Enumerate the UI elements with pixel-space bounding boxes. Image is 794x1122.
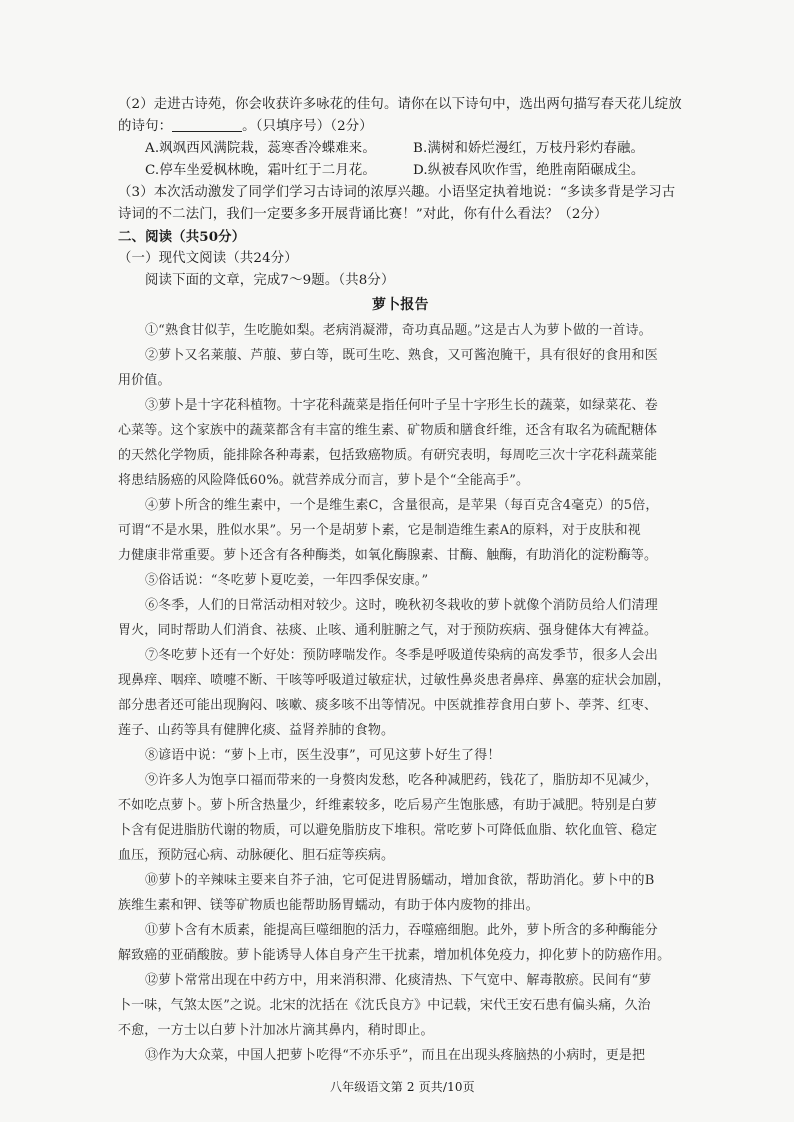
article-line: ⑨许多人为饱享口福而带来的一身赘肉发愁，吃各种减肥药，钱花了，脂肪却不见减少， <box>145 773 658 788</box>
article-line: ⑩萝卜的辛辣味主要来自芥子油，它可促进胃肠蠕动，增加食欲，帮助消化。萝卜中的B <box>145 873 655 888</box>
option-d: D.纵被春风吹作雪，绝胜南陌碾成尘。 <box>413 163 645 178</box>
article-line: 不愈，一方士以白萝卜汁加冰片滴其鼻内，稍时即止。 <box>118 1023 434 1038</box>
article-line: ④萝卜所含的维生素中，一个是维生素C，含量很高，是苹果（每百克含4毫克）的5倍， <box>145 498 659 513</box>
article-line: ⑫萝卜常常出现在中药方中，用来消积滞、化痰清热、下气宽中、解毒散瘀。民间有“萝 <box>145 973 652 988</box>
article-line: 力健康非常重要。萝卜还含有各种酶类，如氧化酶腺素、甘酶、触酶，有助消化的淀粉酶等。 <box>118 548 658 563</box>
article-line: ①“熟食甘似芋，生吃脆如梨。老病消凝滞，奇功真品题。”这是古人为萝卜做的一首诗。 <box>145 323 652 338</box>
article-line: 用价值。 <box>118 373 171 388</box>
article-line: 现鼻痒、咽痒、喷嚏不断、干咳等呼吸道过敏症状，过敏性鼻炎患者鼻痒、鼻塞的症状会加剧， <box>118 673 671 688</box>
question-2-suffix: 。（只填序号）（2分） <box>242 119 373 134</box>
question-2-line-2 <box>118 118 373 136</box>
answer-blank[interactable] <box>172 118 242 132</box>
article-line: ⑪萝卜含有木质素，能提高巨噬细胞的活力，吞噬癌细胞。此外，萝卜所含的多种酶能分 <box>145 923 658 938</box>
article-line: ⑧谚语中说：“萝卜上市，医生没事”，可见这萝卜好生了得！ <box>145 748 501 763</box>
question-3-line-1: （3）本次活动激发了同学们学习古诗词的浓厚兴趣。小语坚定执着地说：“多读多背是学习古 <box>118 185 676 200</box>
section-heading: 二、阅读（共50分） <box>118 229 246 245</box>
article-title: 萝卜报告 <box>372 297 429 313</box>
question-3-line-2: 诗词的不二法门，我们一定要多多开展背诵比赛！”对此，你有什么看法？（2分） <box>118 207 608 222</box>
article-line: 部分患者还可能出现胸闷、咳嗽、痰多咳不出等情况。中医就推荐食用白萝卜、荸荠、红枣、 <box>118 698 658 713</box>
option-a: A.飒飒西风满院栽，蕊寒香冷蝶难来。 <box>145 141 376 156</box>
option-c: C.停车坐爱枫林晚，霜叶红于二月花。 <box>145 163 376 178</box>
article-line: 族维生素和钾、镁等矿物质也能帮助肠胃蠕动，有助于体内废物的排出。 <box>118 898 539 913</box>
article-line: 可谓“不是水果，胜似水果”。另一个是胡萝卜素，它是制造维生素A的原料，对于皮肤和视 <box>118 523 641 538</box>
article-line: 不如吃点萝卜。萝卜所含热量少，纤维素较多，吃后易产生饱胀感，有助于减肥。特别是白萝 <box>118 798 658 813</box>
reading-instruction: 阅读下面的文章，完成7～9题。（共8分） <box>145 273 395 288</box>
article-line: 将患结肠癌的风险降低60%。就营养成分而言，萝卜是个“全能高手”。 <box>118 473 530 488</box>
article-line: ⑤俗话说：“冬吃萝卜夏吃姜，一年四季保安康。” <box>145 573 429 588</box>
article-line: 解致癌的亚硝酸胺。萝卜能诱导人体自身产生干扰素，增加机体免疫力，抑化萝卜的防癌作用。 <box>118 948 671 963</box>
article-line: 的天然化学物质，能排除各种毒素，包括致癌物质。有研究表明，每周吃三次十字花科蔬菜能 <box>118 448 658 463</box>
article-line: 莲子、山药等具有健脾化痰、益肾养肺的食物。 <box>118 723 395 738</box>
article-line: 心菜等。这个家族中的蔬菜都含有丰富的维生素、矿物质和膳食纤维，还含有取名为硫配糖体 <box>118 423 658 438</box>
article-line: 卜含有促进脂肪代谢的物质，可以避免脂肪皮下堆积。常吃萝卜可降低血脂、软化血管、稳定 <box>118 823 658 838</box>
article-line: ③萝卜是十字花科植物。十字花科蔬菜是指任何叶子呈十字形生长的蔬菜，如绿菜花、卷 <box>145 398 658 413</box>
article-line: 卜一味，气煞太医”之说。北宋的沈括在《沈氏良方》中记载，宋代王安石患有偏头痛，久治 <box>118 998 651 1013</box>
page-footer: 八年级语文第 2 页共/10页 <box>330 1080 475 1094</box>
article-line: ⑬作为大众菜，中国人把萝卜吃得“不亦乐乎”，而且在出现头疼脑热的小病时，更是把 <box>145 1048 646 1063</box>
article-line: ②萝卜又名莱菔、芦菔、萝白等，既可生吃、熟食，又可酱泡腌干，具有很好的食用和医 <box>145 348 658 363</box>
sub-section-heading: （一）现代文阅读（共24分） <box>118 251 298 266</box>
article-line: 胃火，同时帮助人们消食、祛痰、止咳、通利脏腑之气，对于预防疾病、强身健体大有裨益。 <box>118 623 658 638</box>
article-line: 血压，预防冠心病、动脉硬化、胆石症等疾病。 <box>118 848 395 863</box>
article-line: ⑦冬吃萝卜还有一个好处：预防哮喘发作。冬季是呼吸道传染病的高发季节，很多人会出 <box>145 648 658 663</box>
option-b: B.满树和娇烂漫红，万枝丹彩灼春融。 <box>413 141 645 156</box>
question-2-prefix: 的诗句： <box>118 119 173 134</box>
article-line: ⑥冬季，人们的日常活动相对较少。这时，晚秋初冬栽收的萝卜就像个消防员给人们清理 <box>145 598 658 613</box>
question-2-line-1: （2）走进古诗苑，你会收获许多咏花的佳句。请你在以下诗句中，选出两句描写春天花儿绽放 <box>118 97 682 112</box>
